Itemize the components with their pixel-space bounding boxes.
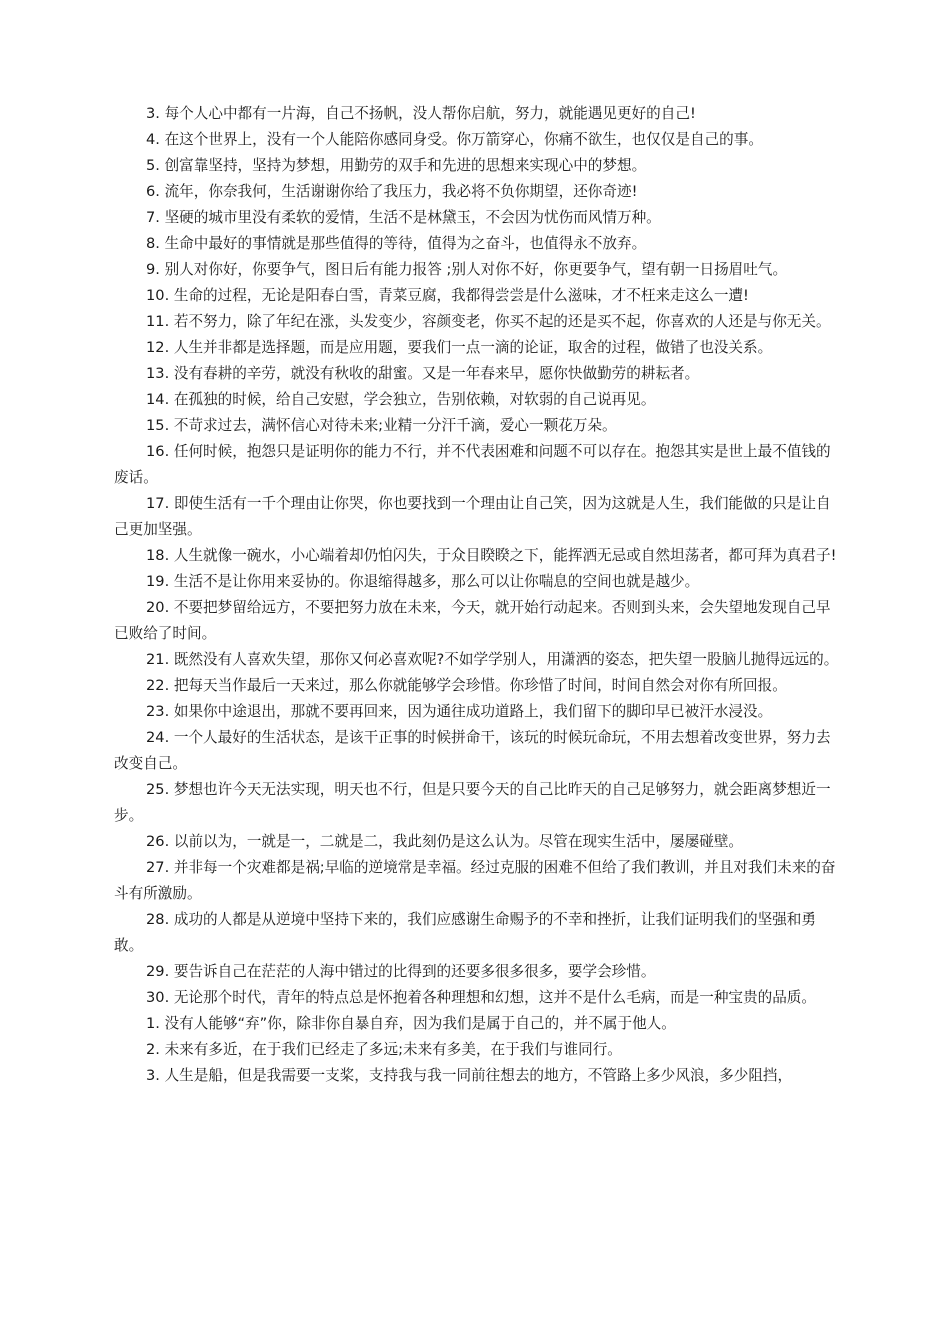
paragraph: 27. 并非每一个灾难都是祸;早临的逆境常是幸福。经过克服的困难不但给了我们教训，并且对我们未来的奋斗有所激励。 [114, 859, 836, 902]
paragraph: 12. 人生并非都是选择题，而是应用题，要我们一点一滴的论证，取舍的过程，做错了也没关系。 [146, 339, 773, 356]
paragraph: 19. 生活不是让你用来妥协的。你退缩得越多，那么可以让你喘息的空间也就是越少。 [146, 573, 700, 590]
paragraph: 4. 在这个世界上，没有一个人能陪你感同身受。你万箭穿心，你痛不欲生，也仅仅是自己的事。 [146, 131, 763, 148]
paragraph: 21. 既然没有人喜欢失望，那你又何必喜欢呢?不如学学别人，用潇洒的姿态，把失望一股脑儿抛得远远的。 [146, 651, 839, 668]
paragraph: 29. 要告诉自己在茫茫的人海中错过的比得到的还要多很多很多，要学会珍惜。 [146, 963, 656, 980]
paragraph: 13. 没有春耕的辛劳，就没有秋收的甜蜜。又是一年春来早，愿你快做勤劳的耕耘者。 [146, 365, 700, 382]
paragraph: 18. 人生就像一碗水，小心端着却仍怕闪失，于众目睽睽之下，能挥洒无忌或自然坦荡者，都可拜为真君子! [146, 547, 837, 564]
paragraph: 25. 梦想也许今天无法实现，明天也不行，但是只要今天的自己比昨天的自己足够努力，就会距离梦想近一步。 [114, 781, 831, 824]
paragraph: 14. 在孤独的时候，给自己安慰，学会独立，告别依赖，对软弱的自己说再见。 [146, 391, 656, 408]
paragraph: 2. 未来有多近，在于我们已经走了多远;未来有多美，在于我们与谁同行。 [146, 1041, 622, 1058]
paragraph: 3. 人生是船，但是我需要一支桨，支持我与我一同前往想去的地方，不管路上多少风浪，多少阻挡， [146, 1067, 793, 1084]
paragraph: 3. 每个人心中都有一片海，自己不扬帆，没人帮你启航，努力，就能遇见更好的自己! [146, 105, 696, 122]
paragraph: 10. 生命的过程，无论是阳春白雪，青菜豆腐，我都得尝尝是什么滋味，才不枉来走这么一遭! [146, 287, 749, 304]
paragraph: 28. 成功的人都是从逆境中坚持下来的，我们应感谢生命赐予的不幸和挫折，让我们证明我们的坚强和勇敢。 [114, 911, 816, 954]
paragraph: 30. 无论那个时代，青年的特点总是怀抱着各种理想和幻想，这并不是什么毛病，而是一种宝贵的品质。 [146, 989, 816, 1006]
paragraph: 1. 没有人能够“弃”你，除非你自暴自弃，因为我们是属于自己的，并不属于他人。 [146, 1015, 676, 1032]
paragraph: 20. 不要把梦留给远方，不要把努力放在未来，今天，就开始行动起来。否则到头来，会失望地发现自己早已败给了时间。 [114, 599, 831, 642]
document-body [114, 101, 844, 1089]
paragraph: 24. 一个人最好的生活状态，是该干正事的时候拼命干，该玩的时候玩命玩，不用去想着改变世界，努力去改变自己。 [114, 729, 831, 772]
paragraph: 7. 坚硬的城市里没有柔软的爱情，生活不是林黛玉，不会因为忧伤而风情万种。 [146, 209, 661, 226]
paragraph: 17. 即使生活有一千个理由让你哭，你也要找到一个理由让自己笑，因为这就是人生，我们能做的只是让自己更加坚强。 [114, 495, 831, 538]
paragraph: 26. 以前以为，一就是一，二就是二，我此刻仍是这么认为。尽管在现实生活中，屡屡碰壁。 [146, 833, 744, 850]
paragraph: 11. 若不努力，除了年纪在涨，头发变少，容颜变老，你买不起的还是买不起，你喜欢的人还是与你无关。 [146, 313, 831, 330]
paragraph: 23. 如果你中途退出，那就不要再回来，因为通往成功道路上，我们留下的脚印早已被汗水浸没。 [146, 703, 773, 720]
paragraph: 22. 把每天当作最后一天来过，那么你就能够学会珍惜。你珍惜了时间，时间自然会对你有所回报。 [146, 677, 787, 694]
paragraph: 15. 不苛求过去，满怀信心对待未来;业精一分汗千滴，爱心一颗花万朵。 [146, 417, 617, 434]
paragraph: 5. 创富靠坚持，坚持为梦想，用勤劳的双手和先进的思想来实现心中的梦想。 [146, 157, 647, 174]
paragraph: 16. 任何时候，抱怨只是证明你的能力不行，并不代表困难和问题不可以存在。抱怨其实是世上最不值钱的废话。 [114, 443, 831, 486]
paragraph: 9. 别人对你好，你要争气，图日后有能力报答 ;别人对你不好，你更要争气，望有朝一日扬眉吐气。 [146, 261, 788, 278]
paragraph: 8. 生命中最好的事情就是那些值得的等待，值得为之奋斗，也值得永不放弃。 [146, 235, 647, 252]
paragraph: 6. 流年，你奈我何，生活谢谢你给了我压力，我必将不负你期望，还你奇迹! [146, 183, 638, 200]
